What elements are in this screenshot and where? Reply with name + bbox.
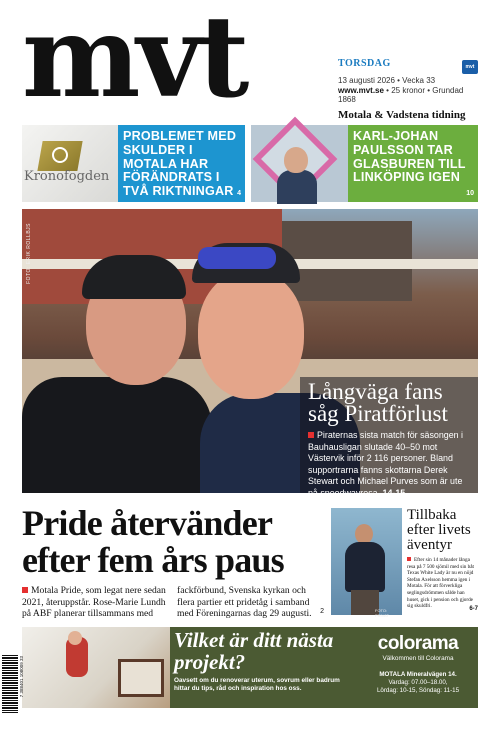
teaser-glasburen-page: 10 <box>466 190 474 197</box>
teaser-debt-headline: PROBLEMET MED SKULDER I MOTALA HAR FÖRÄNDRATS I TVÅ RIKTNINGAR <box>123 129 237 199</box>
pride-col-2: fackförbund, Svenska kyrkan och flera partier ett pridetåg i samband med Föreningarnas dag 29 augusti. <box>177 585 312 620</box>
pride-page: 2 <box>320 608 324 615</box>
man-left-cap <box>82 255 186 299</box>
price-line <box>338 86 478 104</box>
masthead <box>22 0 478 123</box>
red-square-icon <box>308 432 314 438</box>
man-right-face <box>198 271 304 399</box>
newspaper-logo[interactable]: mvt <box>22 0 246 123</box>
ad-image <box>22 627 170 708</box>
barcode-number: 7 388401 108009 33 <box>19 656 24 698</box>
kronofogden-mark-icon <box>52 147 68 163</box>
price-text: • 25 kronor • Grundad 1868 <box>338 86 464 104</box>
sunglasses-icon <box>198 247 276 269</box>
teaser-debt-page: 4 <box>237 190 241 197</box>
sailor-photo-credit: FOTO: PRIVAT <box>375 608 389 618</box>
ad-hours <box>358 671 478 694</box>
teaser-glasburen-headline: KARL-JOHAN PAULSSON TAR GLASBUREN TILL LINKÖPING IGEN <box>353 129 466 185</box>
pride-col-1-text: Motala Pride, som legat nere sedan 2021, återuppstår. Rose-Marie Lundh på ABF planerar tillsammans med <box>22 585 166 620</box>
side-story-headline[interactable]: Tillbaka efter livets äventyr <box>407 507 471 553</box>
photo-credit: FOTO: ERIK ROLLBJS <box>26 223 32 284</box>
colorama-ad[interactable] <box>22 627 478 708</box>
painter-face <box>68 631 82 645</box>
main-page: 14-15 <box>382 487 406 498</box>
side-story-page: 6-7 <box>469 606 478 612</box>
main-photo-story[interactable] <box>22 209 478 498</box>
pride-headline[interactable]: Pride återvänder efter fem års paus <box>22 503 284 580</box>
ad-welcome: Välkommen till Colorama <box>382 655 454 662</box>
colorama-logo[interactable]: colorama <box>377 633 459 654</box>
pride-col-1 <box>22 585 167 620</box>
sailor-face <box>355 524 373 544</box>
website-link[interactable]: www.mvt.se <box>338 86 384 95</box>
red-square-icon <box>22 587 28 593</box>
side-story-body-text: Efter sin 14 månader långa resa på 7 500 sjömil med sin båt Texas White Lady är nu en nöjd Stefan Axelsson hemma igen i Motala. För att förverkliga seglingsdrömmen sålde han huset, gick i pension och gjorde sig skuldfri. <box>407 557 474 610</box>
ad-headline: Vilket är ditt nästa projekt? <box>174 628 334 674</box>
main-lead-text: Piraternas sista match för säsongen i Bauhausligan slutade 40–50 mot Västervik inför 2 116 personer. Bland supportrarna fanns skottarna Derek Stewart och Michael Purves som är ute på speedwayresa. <box>308 430 464 498</box>
mvt-badge-icon: mvt <box>462 60 478 74</box>
pride-columns <box>22 585 322 620</box>
man-left-body <box>22 377 212 493</box>
red-square-icon <box>407 557 411 561</box>
pride-article[interactable] <box>22 505 322 620</box>
kronofogden-sign-text: Kronofogden <box>24 169 110 184</box>
person-face <box>284 147 308 173</box>
person-body <box>277 170 317 204</box>
ad-address: MOTALA Mineralvägen 14. <box>379 671 457 678</box>
masthead-info <box>338 58 478 121</box>
main-headline[interactable]: Långväga fans såg Piratförlust <box>308 379 448 426</box>
glasburen-image[interactable] <box>251 125 348 202</box>
ad-body: Oavsett om du renoverar uterum, sovrum eller badrum hittar du tips, råd och inspiration hos oss. <box>174 677 340 692</box>
teaser-row <box>22 125 478 202</box>
main-story-overlay <box>300 377 478 498</box>
barcode-icon <box>2 655 18 713</box>
ad-store-info <box>358 627 478 708</box>
side-story-body <box>407 557 478 610</box>
sailor-body <box>345 542 385 592</box>
shelf-icon <box>118 659 164 697</box>
issue-date: 13 augusti 2026 • Vecka 33 <box>338 76 436 85</box>
kronofogden-image[interactable] <box>22 125 118 202</box>
side-story[interactable] <box>407 508 478 610</box>
ad-copy <box>174 629 354 693</box>
teaser-debt[interactable] <box>118 125 245 202</box>
ad-weekend: Lördag: 10-15, Söndag: 11-15 <box>376 686 460 694</box>
paper-name: Motala & Vadstena tidning <box>338 109 466 121</box>
teaser-glasburen[interactable] <box>348 125 478 202</box>
main-lead <box>308 430 470 500</box>
sailor-image[interactable] <box>331 508 402 618</box>
ad-weekdays: Vardag: 07.00–18.00, <box>388 678 448 686</box>
issue-day: TORSDAG <box>338 58 391 69</box>
